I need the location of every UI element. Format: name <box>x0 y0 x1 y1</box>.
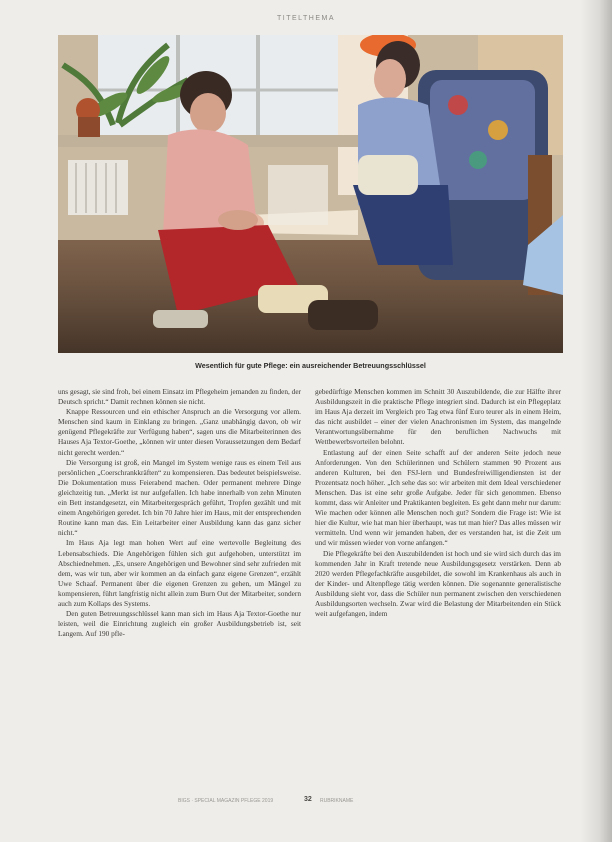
paragraph: uns gesagt, sie sind froh, bei einem Einsatz im Pflegeheim jemanden zu finden, der Deutsch spricht.“ Damit rechnen können sie nicht. <box>58 387 301 407</box>
page-number: 32 <box>304 796 312 803</box>
paragraph: Den guten Betreuungsschlüssel kann man sich im Haus Aja Textor-Goethe nur leisten, weil die Einrichtung zugleich ein großer Ausbildungsbetrieb ist, seit Langem. Auf 190 pfle- <box>58 609 301 639</box>
footer-publication: BIGS · SPECIAL MAGAZIN PFLEGE 2019 <box>178 798 274 804</box>
footer-section: RUBRIKNAME <box>320 798 354 804</box>
photo-illustration <box>58 35 563 353</box>
paragraph: Die Versorgung ist groß, ein Mangel im System wenige raus es einem Teil aus persönlichen „Coerschrankkräften“ zu kompensieren. Das bedeutet beispielsweise. Die Dokumentation muss Feierabend machen. Oder permanent mehrere Dinge gleichzeitig tun. „Merkt ist nur aufgefallen. Ich habe innerhalb von zehn Minuten ein Bett instandgesetzt, ein Mitarbeitergespräch geführt, Tropfen gezählt und mit einem Angehörigen geredet. Ich bin 70 Jahre hier im Haus, mit der entsprechenden Routine kann man das. Ein Leitarbeiter einer Ausbildung kann das ganz sicher nicht.“ <box>58 457 301 538</box>
paragraph: Knappe Ressourcen und ein ethischer Anspruch an die Versorgung vor allem. Menschen sind kaum in Einklang zu bringen. „Ganz unabhängig davon, ob wir genügend Pflegekräfte zur Verfügung haben“, sagen uns die Mitarbeiterinnen des Hauses Aja Textor-Goethe, „können wir unter diesen Voraussetzungen dem Bedarf nicht gerecht werden.“ <box>58 407 301 457</box>
paragraph: Die Pflegekräfte bei den Auszubildenden ist hoch und sie wird sich durch das im kommenden Jahr in Kraft tretende neue Ausbildungsgesetz verstärken. Denn ab 2020 werden Pflegefachkräfte ausgebildet, die sowohl im Krankenhaus als auch in der Kinder- und Altenpflege tätig werden können. Die sogenannte generalistische Ausbildung sieht vor, dass die Schüler nun permanent zwischen den verschiedenen Ausbildungsorten wechseln. Zwar wird die Belastung der Mitarbeitenden ein Stück weit aufgefangen, indem <box>315 548 561 619</box>
article-photo <box>58 35 563 353</box>
photo-caption: Wesentlich für gute Pflege: ein ausreichender Betreuungsschlüssel <box>195 361 426 370</box>
paragraph: Im Haus Aja legt man hohen Wert auf eine wertevolle Begleitung des Lebensabschieds. Die Angehörigen fühlen sich gut aufgehoben, unterstützt im Abschiednehmen. „Es, unsere Angehörigen und Bewohner sind sehr zufrieden mit dem, was wir tun, aber wir kommen an da einfach ganz eigene Grenzen“, erzählt Uwe Schaaf. Permanent über die eigenen Grenzen zu gehen, um Mängel zu kompensieren, führt langfristig nicht allein zum Burn Out der Mitarbeiter, sondern auch zum Kollaps des Systems. <box>58 538 301 608</box>
page-edge-shadow <box>580 0 612 842</box>
paragraph: Entlastung auf der einen Seite schafft auf der anderen Seite jedoch neue Anforderungen. Von den Schülerinnen und Schülern stammen 90 Prozent aus anderen Kulturen, bei den FSJ-lern und Bundesfreiwilligendiensten ist der Prozentsatz noch höher. „Ich sehe das so: wir arbeiten mit dem Ideal verschiedener Menschen. Das ist eine sehr große Aufgabe. Jeder für sich genommen. Ebenso kommt, dass wir Anleiter und Praktikanten begleiten. Es geht dann mehr nur darum: Wie machen oder können alle Menschen noch gut? Sondern die Frage ist: Wie ist hier die Kultur, wie hat man hier überhaupt, was tut man hier? Das alles müssen wir vermitteln. Und wenn wir jemanden haben, der es verstanden hat, ist die Zeit um und wir müssen wieder von vorne anfangen.“ <box>315 447 562 548</box>
article-column-right <box>315 387 561 619</box>
running-head: TITELTHEMA <box>276 15 336 22</box>
article-column-left <box>58 387 301 639</box>
page-footer <box>58 796 563 806</box>
paragraph: gebedürftige Menschen kommen im Schnitt 30 Auszubildende, die zur Hälfte ihrer Ausbildungszeit in die praktische Pflege integriert sind. Dadurch ist ein Pflegeplatz im Haus Aja derzeit im Vergleich pro Tag etwa fünf Euro teurer als in einem Heim, das nicht ausbildet – einer der vielen Anachronismen im System, das mangelnde Verantwortungsübernahme für den beruflichen Nachwuchs mit Wettbewerbsvorteilen belohnt. <box>315 387 561 447</box>
